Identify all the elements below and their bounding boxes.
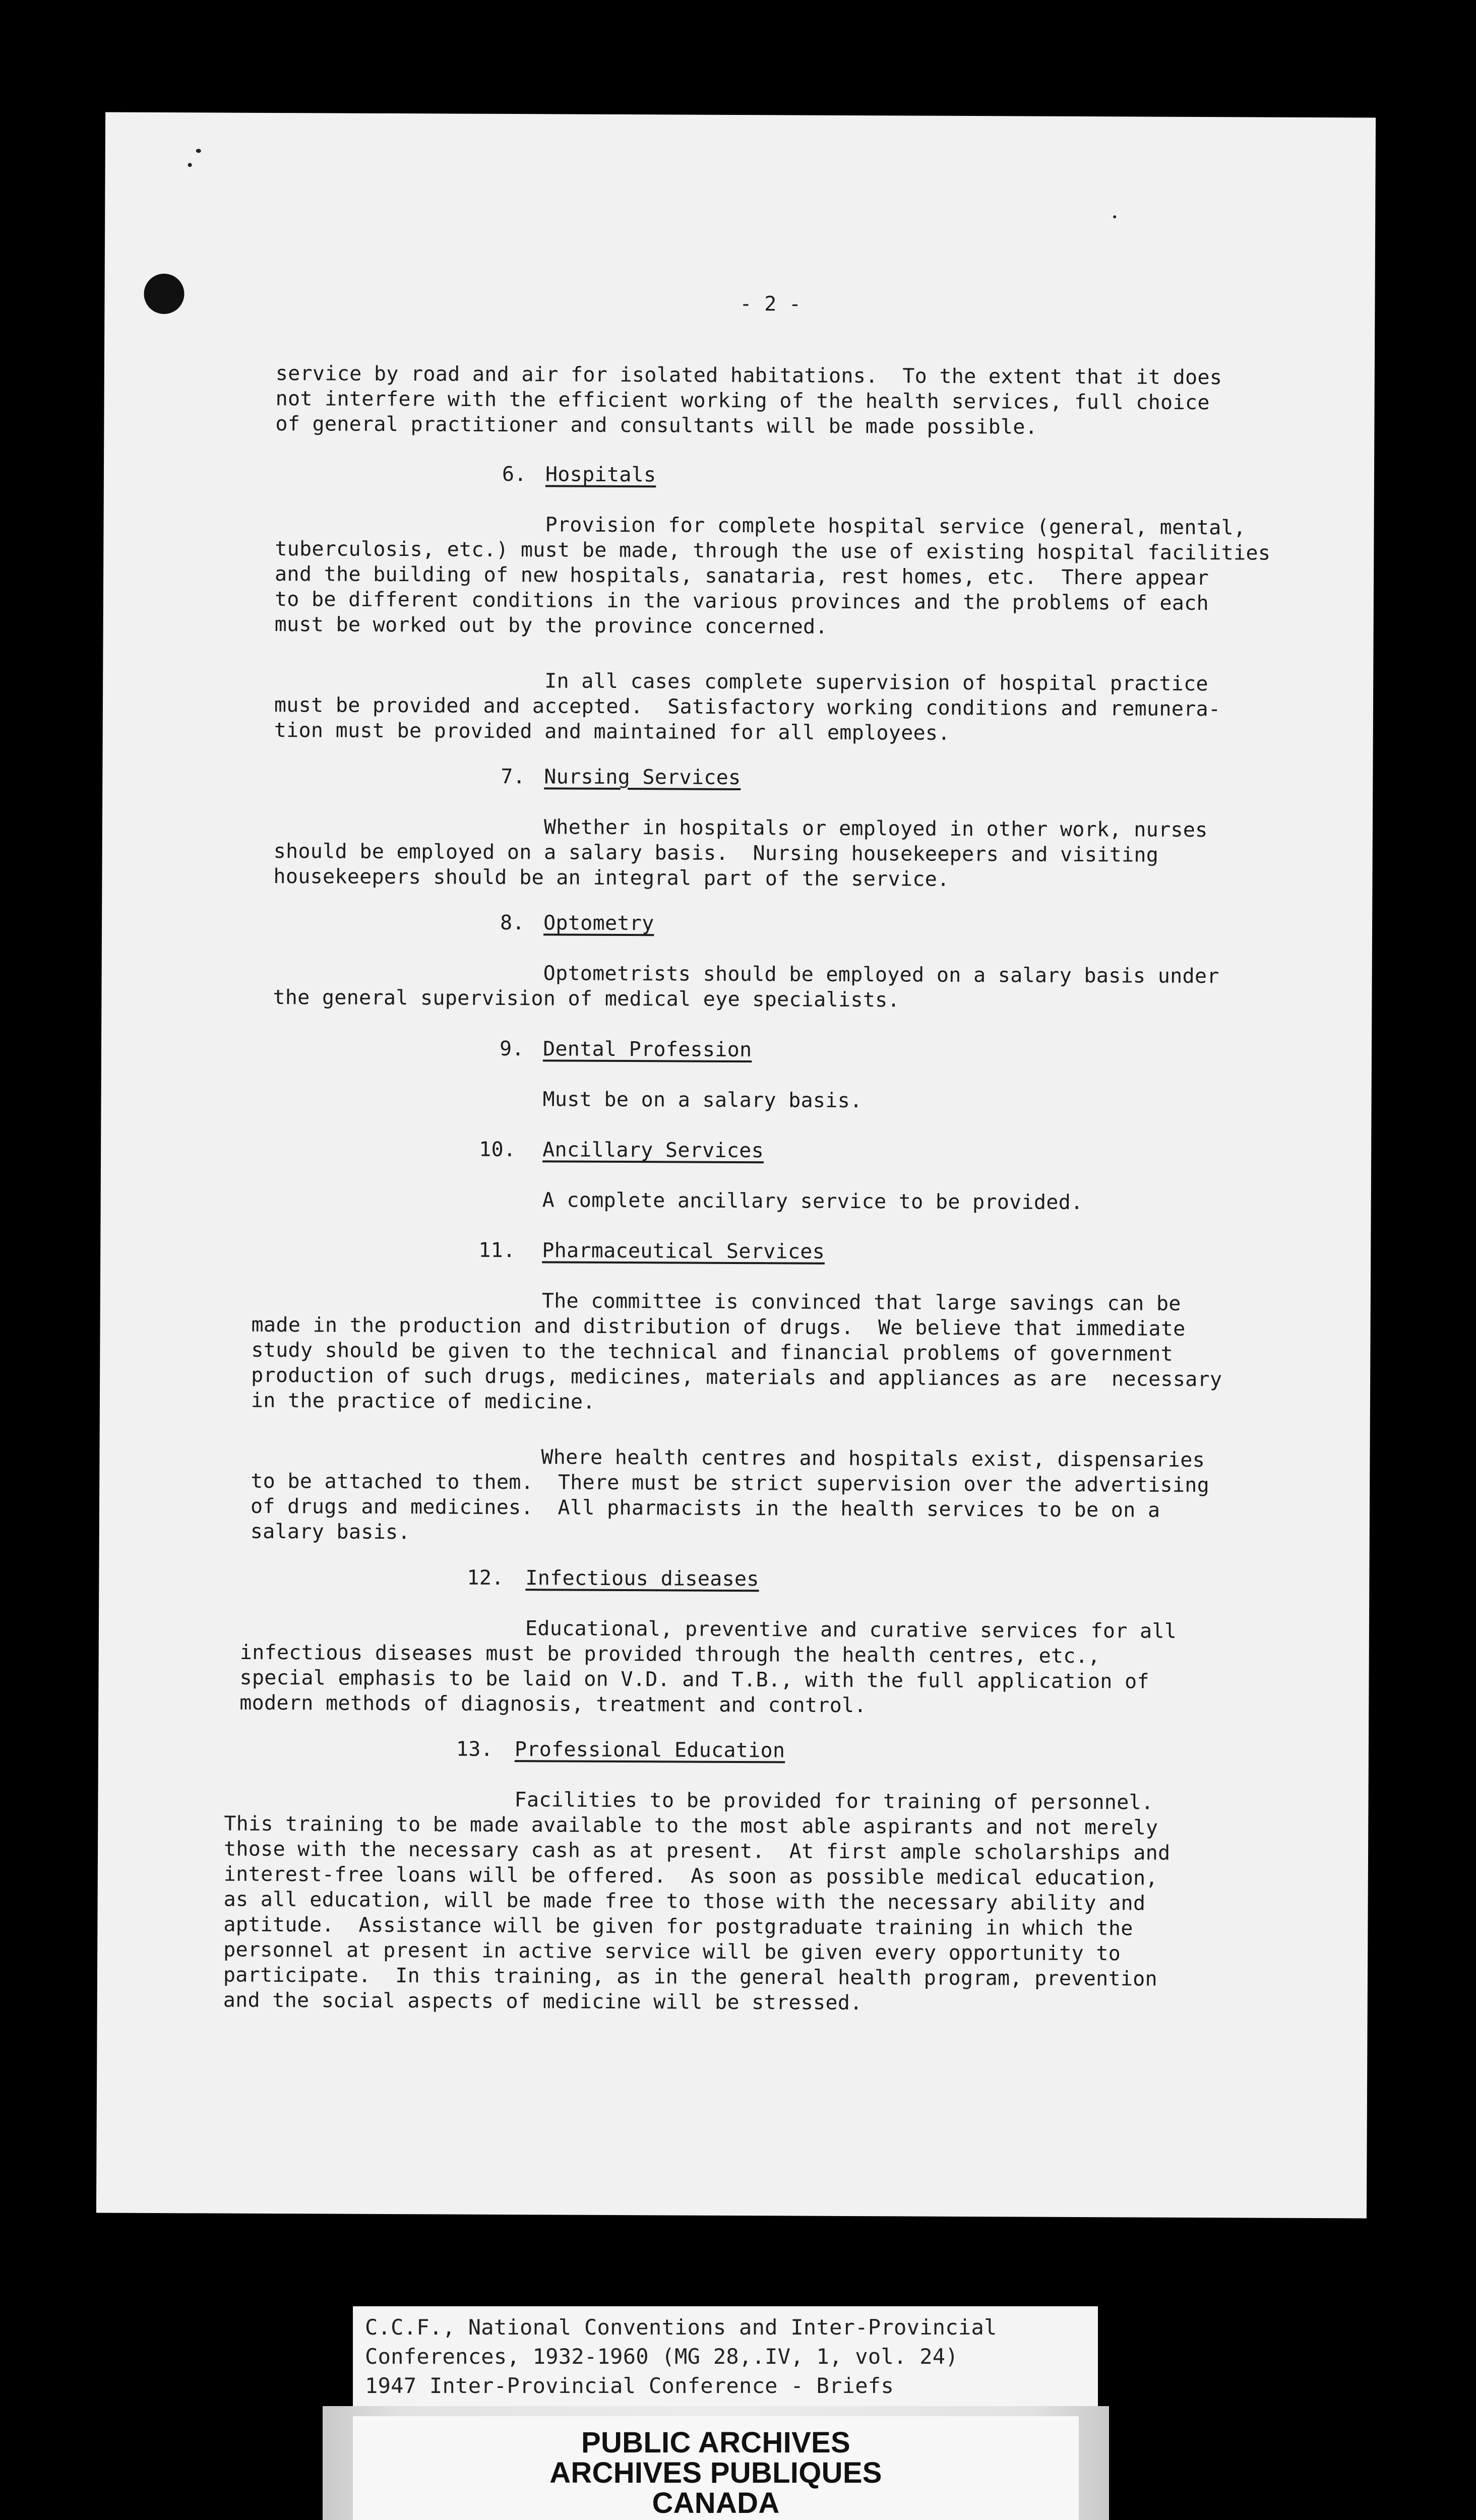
section-number: 13. xyxy=(456,1737,494,1761)
section-heading: Infectious diseases xyxy=(525,1566,759,1591)
stamp-line: ARCHIVES PUBLIQUES xyxy=(549,2456,882,2489)
section-number: 11. xyxy=(478,1238,516,1263)
stamp-box xyxy=(353,2416,1079,2520)
section-number: 6. xyxy=(502,462,527,486)
text-line: service by road and air for isolated habitations. To the extent that it does xyxy=(275,362,1222,390)
text-line: Where health centres and hospitals exist, dispensaries xyxy=(541,1445,1205,1472)
section-number: 10. xyxy=(479,1138,516,1162)
section-heading: Professional Education xyxy=(514,1738,785,1762)
text-line: This training to be made available to the most able aspirants and not merely xyxy=(224,1812,1158,1840)
speck xyxy=(188,163,192,167)
section-heading: Optometry xyxy=(543,911,654,935)
text-line: The committee is convinced that large savings can be xyxy=(541,1289,1181,1315)
speck xyxy=(1113,215,1116,218)
section-number: 12. xyxy=(467,1566,504,1590)
text-line: Educational, preventive and curative services for all xyxy=(525,1617,1177,1643)
archive-citation-slip xyxy=(353,2306,1098,2411)
text-line: In all cases complete supervision of hospital practice xyxy=(544,669,1208,696)
section-heading: Dental Profession xyxy=(542,1037,752,1062)
stamp-line: CANADA xyxy=(652,2487,780,2519)
text-line: participate. In this training, as in the general health program, prevention xyxy=(223,1963,1158,1991)
text-line: must be provided and accepted. Satisfactory working conditions and remunera- xyxy=(274,693,1221,721)
text-line: Facilities to be provided for training of personnel. xyxy=(514,1788,1154,1814)
citation-line: 1947 Inter-Provincial Conference - Briefs xyxy=(365,2373,894,2398)
text-line: interest-free loans will be offered. As soon as possible medical education, xyxy=(223,1862,1158,1890)
text-line: special emphasis to be laid on V.D. and T.B., with the full application of xyxy=(239,1666,1149,1693)
section-number: 8. xyxy=(500,911,525,935)
stamp-line: PUBLIC ARCHIVES xyxy=(581,2426,851,2459)
text-line: Must be on a salary basis. xyxy=(542,1088,863,1113)
text-line: not interfere with the efficient working of the health services, full choice xyxy=(275,387,1210,415)
archives-stamp xyxy=(323,2406,1109,2520)
text-line: those with the necessary cash as at present. At first ample scholarships and xyxy=(223,1837,1171,1865)
text-line: modern methods of diagnosis, treatment and control. xyxy=(239,1691,867,1718)
text-line: of drugs and medicines. All pharmacists in the health services to be on a xyxy=(250,1494,1160,1522)
section-number: 7. xyxy=(501,765,526,789)
text-line: and the building of new hospitals, sanataria, rest homes, etc. There appear xyxy=(275,562,1209,590)
text-line: should be employed on a salary basis. Nursing housekeepers and visiting xyxy=(273,839,1159,867)
document-page xyxy=(96,112,1376,2219)
section-heading: Pharmaceutical Services xyxy=(542,1239,825,1264)
speck xyxy=(196,149,201,153)
text-line: in the practice of medicine. xyxy=(251,1389,595,1414)
text-line: must be worked out by the province concerned. xyxy=(274,612,828,639)
section-heading: Ancillary Services xyxy=(542,1138,764,1163)
text-line: housekeepers should be an integral part of the service. xyxy=(273,864,950,891)
text-line: production of such drugs, medicines, materials and appliances as are necessary xyxy=(251,1363,1222,1392)
punch-hole xyxy=(144,274,184,314)
text-line: salary basis. xyxy=(250,1520,410,1544)
text-line: as all education, will be made free to those with the necessary ability and xyxy=(223,1887,1146,1915)
text-line: study should be given to the technical and financial problems of government xyxy=(251,1338,1174,1366)
text-line: Whether in hospitals or employed in other work, nurses xyxy=(543,815,1208,842)
text-line: to be attached to them. There must be strict supervision over the advertising xyxy=(251,1469,1210,1497)
page-number: - 2 - xyxy=(740,292,802,316)
text-line: infectious diseases must be provided through the health centres, etc., xyxy=(239,1641,1100,1668)
section-number: 9. xyxy=(499,1037,524,1061)
citation-line: Conferences, 1932-1960 (MG 28,.IV, 1, vol. 24) xyxy=(365,2344,958,2369)
text-line: and the social aspects of medicine will be stressed. xyxy=(223,1988,863,2015)
text-line: A complete ancillary service to be provided. xyxy=(542,1188,1083,1215)
text-line: the general supervision of medical eye specialists. xyxy=(273,985,900,1012)
text-line: of general practitioner and consultants will be made possible. xyxy=(275,412,1038,439)
section-heading: Nursing Services xyxy=(544,765,741,790)
text-line: Optometrists should be employed on a salary basis under xyxy=(543,962,1219,988)
text-line: Provision for complete hospital service (general, mental, xyxy=(545,513,1246,540)
text-line: to be different conditions in the various provinces and the problems of each xyxy=(274,587,1209,615)
text-line: aptitude. Assistance will be given for postgraduate training in which the xyxy=(223,1913,1133,1940)
text-line: tuberculosis, etc.) must be made, through the use of existing hospital facilities xyxy=(275,537,1271,565)
citation-line: C.C.F., National Conventions and Inter-Provincial xyxy=(365,2315,997,2340)
text-line: personnel at present in active service will be given every opportunity to xyxy=(223,1938,1121,1966)
section-heading: Hospitals xyxy=(545,463,656,487)
text-line: tion must be provided and maintained for all employees. xyxy=(274,718,950,745)
text-line: made in the production and distribution of drugs. We believe that immediate xyxy=(251,1313,1186,1341)
